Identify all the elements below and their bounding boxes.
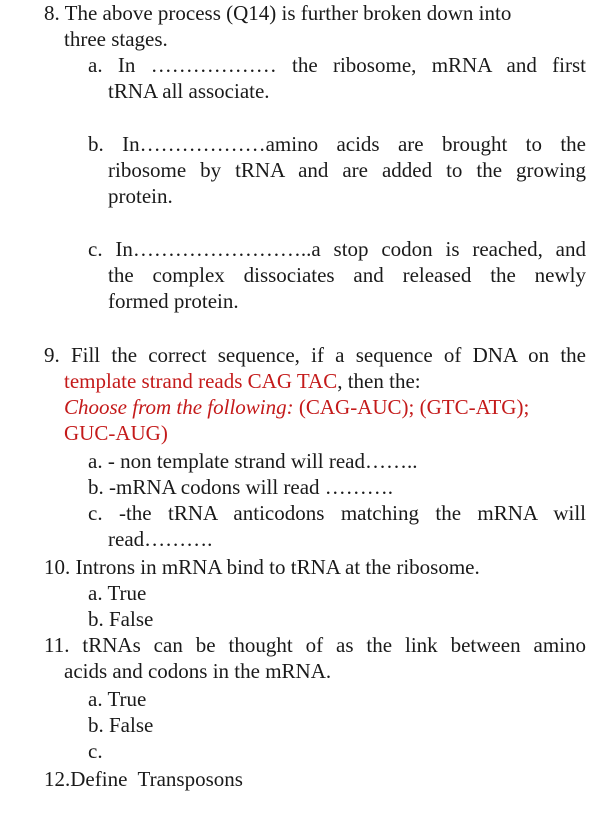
q9-choose-line-1: [64, 394, 529, 420]
q9-option-c-line-1: c. -the tRNA anticodons matching the mRNA will: [88, 501, 586, 525]
q8-option-b-line-2: ribosome by tRNA and are added to the growing: [108, 158, 586, 182]
q8-stem-line-2: three stages.: [64, 27, 168, 51]
q8-stem-line-1: 8. The above process (Q14) is further broken down into: [44, 1, 512, 25]
q8-option-c-line-1: c. In……………………..a stop codon is reached, and: [88, 237, 586, 261]
q10-stem: 10. Introns in mRNA bind to tRNA at the ribosome.: [44, 555, 480, 579]
q9-option-b: b. -mRNA codons will read ……….: [88, 475, 394, 499]
q11-stem-line-2: acids and codons in the mRNA.: [64, 659, 332, 683]
q8-option-a-line-1: a. In ……………… the ribosome, mRNA and first: [88, 53, 586, 77]
q9-stem-line-2-rest: , then the:: [337, 369, 421, 393]
q10-option-a: a. True: [88, 581, 147, 605]
q9-option-c-line-2: read……….: [108, 527, 213, 551]
q9-choose-options-1: (CAG-AUC); (GTC-ATG);: [293, 395, 530, 419]
q8-option-b-line-3: protein.: [108, 184, 173, 208]
q11-option-b: b. False: [88, 713, 154, 737]
q8-option-b-line-1: b. In………………amino acids are brought to the: [88, 132, 586, 156]
q11-option-c: c.: [88, 739, 103, 763]
q11-option-a: a. True: [88, 687, 147, 711]
q12-stem: 12.Define Transposons: [44, 767, 243, 791]
q9-stem-line-2: [64, 368, 421, 394]
q11-stem-line-1: 11. tRNAs can be thought of as the link between amino: [44, 633, 586, 657]
q8-option-c-line-2: the complex dissociates and released the newly: [108, 263, 586, 287]
q10-option-b: b. False: [88, 607, 154, 631]
q9-stem-line-1: 9. Fill the correct sequence, if a sequence of DNA on the: [44, 343, 586, 367]
q9-option-a: a. - non template strand will read……..: [88, 449, 418, 473]
q9-template-strand-text: template strand reads CAG TAC: [64, 369, 338, 393]
q8-option-c-line-3: formed protein.: [108, 289, 239, 313]
q9-choose-label: Choose from the following:: [64, 395, 294, 419]
q8-option-a-line-2: tRNA all associate.: [108, 79, 270, 103]
q9-choose-line-2: GUC-AUG): [64, 421, 168, 445]
